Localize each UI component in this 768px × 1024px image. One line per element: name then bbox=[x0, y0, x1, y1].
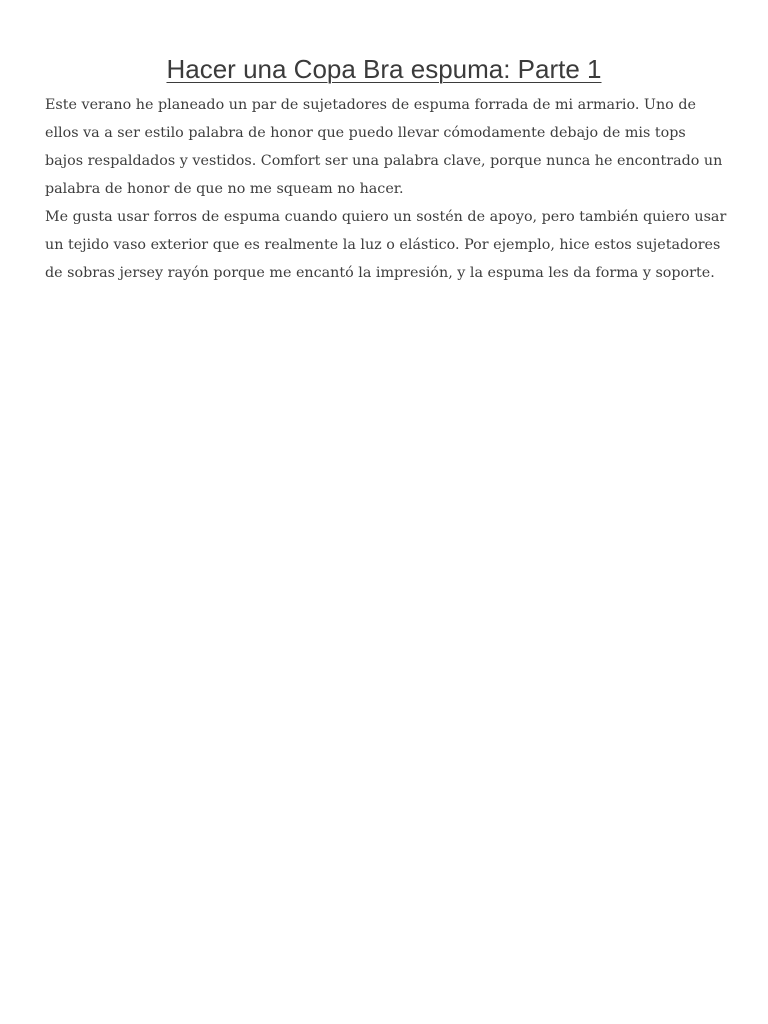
paragraph: Este verano he planeado un par de sujetadores de espuma forrada de mi armario. Uno de ellos va a ser estilo palabra de honor que puedo llevar cómodamente debajo de mis tops bajos respaldados y vestidos. Comfort ser una palabra clave, porque nunca he encontrado un palabra de honor de que no me squeam no hacer. bbox=[45, 97, 723, 197]
document-body bbox=[45, 91, 727, 287]
document-title: Hacer una Copa Bra espuma: Parte 1 bbox=[166, 54, 602, 84]
paragraph: Me gusta usar forros de espuma cuando quiero un sostén de apoyo, pero también quiero usar un tejido vaso exterior que es realmente la luz o elástico. Por ejemplo, hice estos sujetadores de sobras jersey rayón porque me encantó la impresión, y la espuma les da forma y soporte. bbox=[45, 209, 727, 281]
